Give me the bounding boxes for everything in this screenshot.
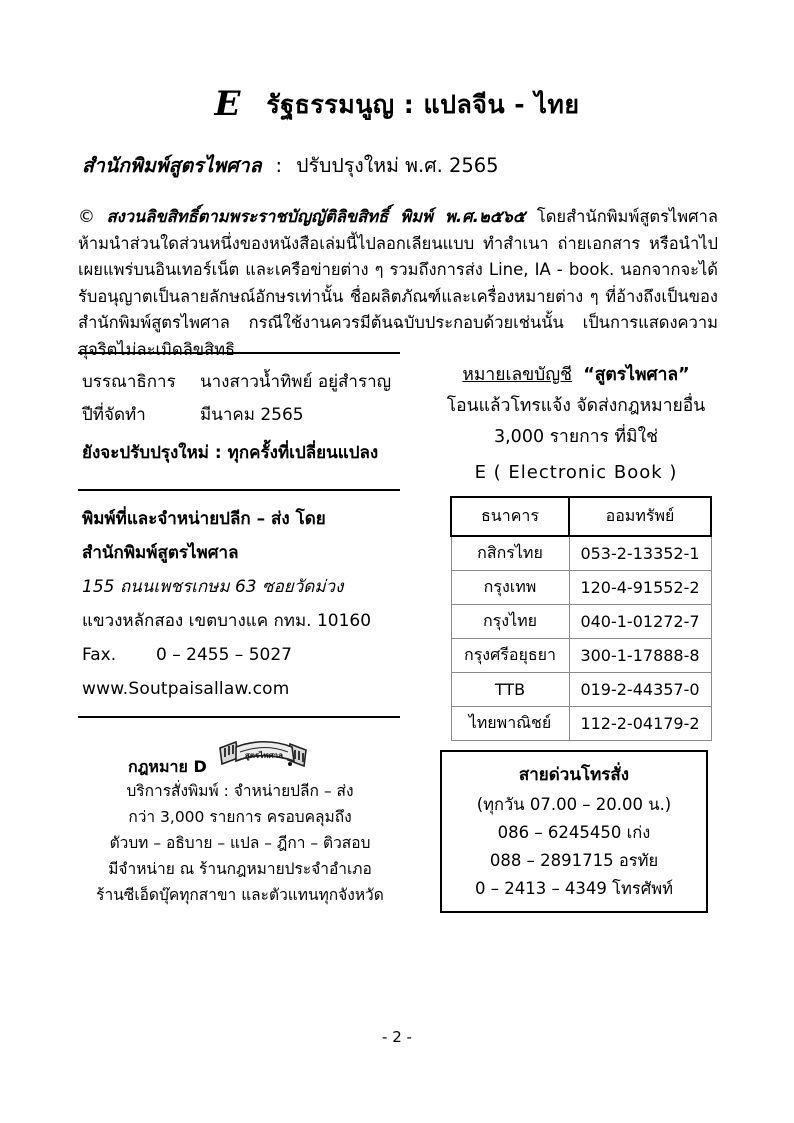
imprint-publisher: สำนักพิมพ์สูตรไพศาล: [82, 154, 262, 177]
promo-line-3: ตัวบท – อธิบาย – แปล – ฎีกา – ติวสอบ: [109, 834, 371, 852]
column-header-account: ออมทรัพย์: [569, 497, 711, 536]
bank-name: ไทยพาณิชย์: [451, 707, 569, 741]
editor-label: บรรณาธิการ: [82, 372, 176, 392]
bank-account-number: 019-2-44357-0: [569, 673, 711, 707]
bank-name: TTB: [451, 673, 569, 707]
promo-line-1: บริการสั่งพิมพ์ : จำหน่ายปลีก – ส่ง: [126, 782, 354, 800]
editorial-block: [82, 366, 412, 470]
account-note-1: โอนแล้วโทรแจ้ง จัดส่งกฎหมายอื่น: [446, 396, 706, 416]
bank-account-number: 300-1-17888-8: [569, 639, 711, 673]
printer-line-1: พิมพ์ที่และจำหน่ายปลีก – ส่ง โดย: [82, 509, 326, 529]
editor-value: นางสาวน้ำทิพย์ อยู่สำราญ: [200, 372, 392, 392]
year-row: [82, 399, 412, 432]
promo-block: [70, 748, 410, 908]
promo-heading: กฎหมาย D: [128, 757, 207, 776]
website-link[interactable]: www.Soutpaisallaw.com: [82, 679, 290, 699]
column-header-bank: ธนาคาร: [451, 497, 569, 536]
account-note-3: E ( Electronic Book ): [474, 462, 678, 483]
table-row: [451, 673, 711, 707]
hotline-phone-2: 088 – 2891715 อรทัย: [489, 851, 659, 870]
table-row: [451, 639, 711, 673]
promo-line-2: กว่า 3,000 รายการ ครอบคลุมถึง: [128, 808, 352, 826]
table-row: [451, 536, 711, 571]
account-note-2: 3,000 รายการ ที่มิใช่: [493, 427, 659, 447]
account-header-block: [420, 360, 732, 488]
imprint-separator: :: [275, 154, 283, 177]
copyright-paragraph: [78, 204, 718, 363]
divider-bottom: [78, 716, 400, 718]
bank-account-number: 053-2-13352-1: [569, 536, 711, 571]
svg-text:สูตรไพศาล: สูตรไพศาล: [244, 751, 284, 760]
year-label: ปีที่จัดทำ: [82, 405, 146, 425]
year-value: มีนาคม 2565: [200, 405, 304, 425]
promo-heading-row: [70, 748, 410, 778]
update-note: ยังจะปรับปรุงใหม่ : ทุกครั้งที่เปลี่ยนแปลง: [82, 443, 379, 463]
imprint-edition: ปรับปรุงใหม่ พ.ศ. 2565: [296, 154, 499, 177]
divider-middle: [78, 489, 400, 491]
imprint-line: [82, 150, 499, 181]
table-row: [451, 605, 711, 639]
address-line-2: แขวงหลักสอง เขตบางแค กทม. 10160: [82, 611, 372, 631]
hotline-box: [440, 750, 708, 913]
copyright-body: โดยสำนักพิมพ์สูตรไพศาล ห้ามนำส่วนใดส่วนหนึ่งของหนังสือเล่มนี้ไปลอกเลียนแบบ ทำสำเนา ถ่ายเอกสาร หรือนำไปเผยแพร่บนอินเทอร์เน็ต และเครือข่ายต่าง ๆ รวมถึงการส่ง Line, IA - book. นอกจากจะได้รับอนุญาตเป็นลายลักษณ์อักษรเท่านั้น ชื่อผลิตภัณฑ์และเครื่องหมายต่าง ๆ ที่อ้างถึงเป็นของสำนักพิมพ์สูตรไพศาล กรณีใช้งานควรมีต้นฉบับประกอบด้วยเช่นนั้น เป็นการแสดงความสุจริตไม่ละเมิดลิขสิทธิ: [78, 207, 718, 359]
hotline-phone-3: 0 – 2413 – 4349 โทรศัพท์: [474, 879, 674, 898]
bank-account-table: [450, 496, 712, 741]
bank-account-number: 120-4-91552-2: [569, 571, 711, 605]
ribbon-banner-logo-icon: [216, 738, 312, 782]
fax-value: 0 – 2455 – 5027: [156, 645, 292, 665]
table-row: [451, 707, 711, 741]
page-number: - 2 -: [382, 1028, 412, 1046]
page-title: [0, 84, 794, 125]
hotline-hours: (ทุกวัน 07.00 – 20.00 น.): [476, 795, 672, 814]
copyright-symbol-icon: ©: [78, 207, 95, 227]
bank-name: กรุงศรีอยุธยา: [451, 639, 569, 673]
bank-account-number: 040-1-01272-7: [569, 605, 711, 639]
address-line-1: 155 ถนนเพชรเกษม 63 ซอยวัดม่วง: [82, 577, 344, 597]
hotline-title: สายด่วนโทรสั่ง: [518, 765, 630, 785]
bank-name: กสิกรไทย: [451, 536, 569, 571]
divider-top: [78, 352, 400, 354]
fax-label: Fax.: [82, 645, 117, 665]
bank-name: กรุงไทย: [451, 605, 569, 639]
printer-address-block: [82, 502, 422, 706]
bank-account-number: 112-2-04179-2: [569, 707, 711, 741]
hotline-phone-1: 086 – 6245450 เก่ง: [497, 823, 651, 842]
bank-name: กรุงเทพ: [451, 571, 569, 605]
copyright-statute: สงวนลิขสิทธิ์ตามพระราชบัญญัติลิขสิทธิ์ พิมพ์ พ.ศ.๒๕๖๕: [106, 207, 526, 226]
ebook-letter-icon: E: [214, 84, 241, 124]
account-title-label: หมายเลขบัญชี: [462, 365, 573, 385]
account-title-name: “สูตรไพศาล”: [583, 365, 690, 385]
fax-row: [82, 638, 422, 672]
table-header-row: [451, 497, 711, 536]
editor-row: [82, 366, 412, 399]
account-title-row: [420, 360, 732, 391]
promo-line-5: ร้านซีเอ็ดบุ๊คทุกสาขา และตัวแทนทุกจังหวัด: [96, 886, 384, 904]
page-title-text: รัฐธรรมนูญ : แปลจีน - ไทย: [266, 90, 580, 119]
table-row: [451, 571, 711, 605]
promo-line-4: มีจำหน่าย ณ ร้านกฎหมายประจำอำเภอ: [108, 860, 372, 878]
printer-line-2: สำนักพิมพ์สูตรไพศาล: [82, 543, 239, 563]
